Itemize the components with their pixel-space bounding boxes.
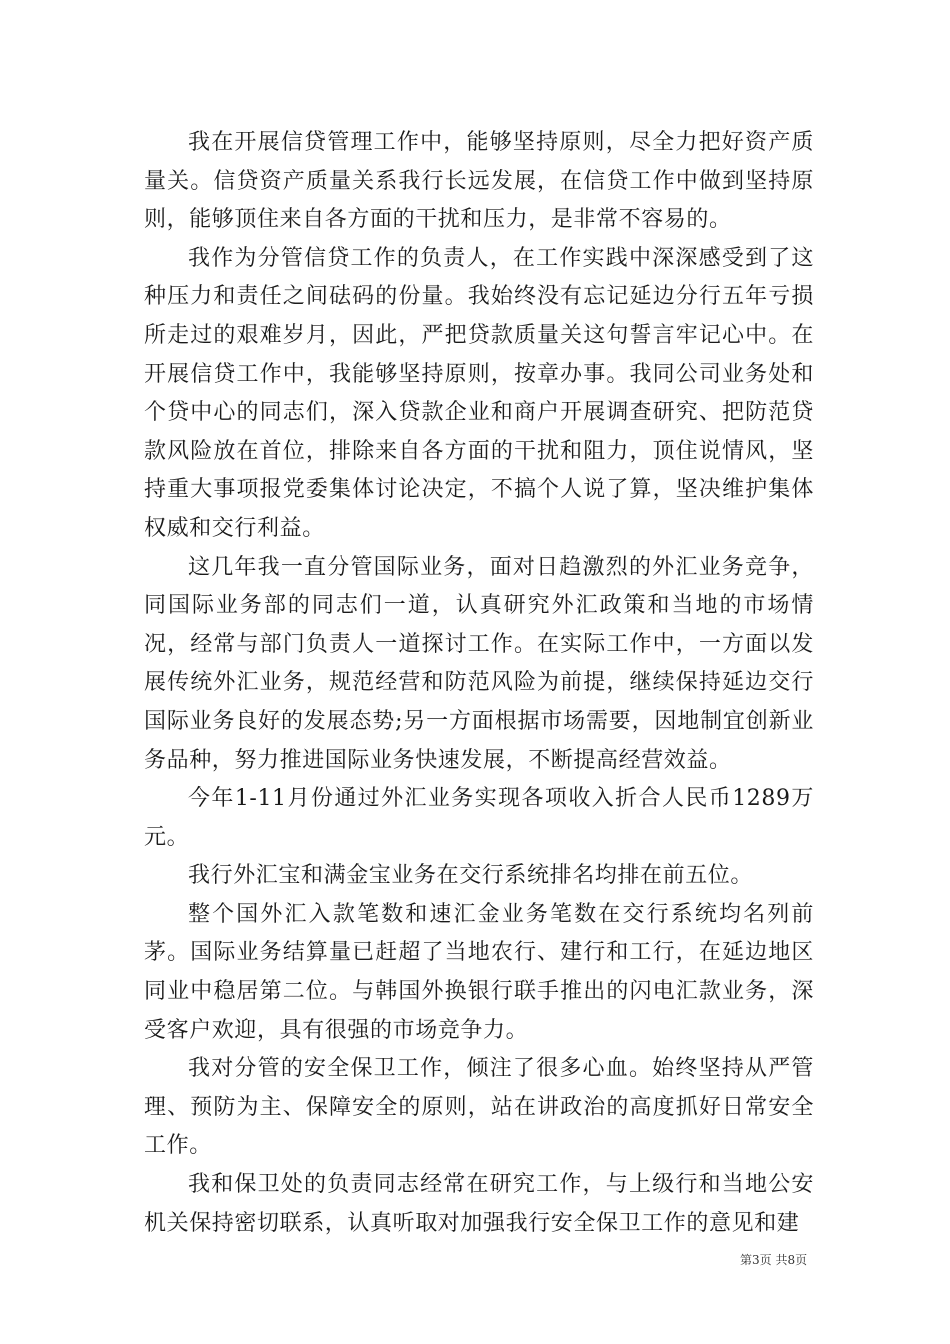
paragraph-security-cooperation: 我和保卫处的负责同志经常在研究工作，与上级行和当地公安机关保持密切联系，认真听取对加强我行安全保卫工作的意见和建: [144, 1172, 814, 1236]
paragraph-forex-income: 今年1-11月份通过外汇业务实现各项收入折合人民币1289万元。: [144, 786, 814, 850]
page-number-footer: 第3页 共8页: [740, 1253, 808, 1267]
paragraph-security: 我对分管的安全保卫工作，倾注了很多心血。始终坚持从严管理、预防为主、保障安全的原则，站在讲政治的高度抓好日常安全工作。: [144, 1056, 814, 1159]
paragraph-remittance: 整个国外汇入款笔数和速汇金业务笔数在交行系统均名列前茅。国际业务结算量已赶超了当地农行、建行和工行，在延边地区同业中稳居第二位。与韩国外换银行联手推出的闪电汇款业务，深受客户欢迎，具有很强的市场竞争力。: [144, 901, 814, 1043]
paragraph-credit-quality: 我在开展信贷管理工作中，能够坚持原则，尽全力把好资产质量关。信贷资产质量关系我行长远发展，在信贷工作中做到坚持原则，能够顶住来自各方面的干扰和压力，是非常不容易的。: [144, 130, 814, 233]
paragraph-forex-ranking: 我行外汇宝和满金宝业务在交行系统排名均排在前五位。: [188, 863, 754, 889]
document-body: [144, 124, 814, 1243]
paragraph-credit-responsibility: 我作为分管信贷工作的负责人，在工作实践中深深感受到了这种压力和责任之间砝码的份量。我始终没有忘记延边分行五年亏损所走过的艰难岁月，因此，严把贷款质量关这句誓言牢记心中。在开展信贷工作中，我能够坚持原则，按章办事。我同公司业务处和个贷中心的同志们，深入贷款企业和商户开展调查研究、把防范贷款风险放在首位，排除来自各方面的干扰和阻力，顶住说情风，坚持重大事项报党委集体讨论决定，不搞个人说了算，坚决维护集体权威和交行利益。: [144, 245, 814, 541]
paragraph-international-business: 这几年我一直分管国际业务，面对日趋激烈的外汇业务竞争，同国际业务部的同志们一道，认真研究外汇政策和当地的市场情况，经常与部门负责人一道探讨工作。在实际工作中，一方面以发展传统外汇业务，规范经营和防范风险为前提，继续保持延边交行国际业务良好的发展态势;另一方面根据市场需要，因地制宜创新业务品种，努力推进国际业务快速发展，不断提高经营效益。: [144, 554, 814, 773]
